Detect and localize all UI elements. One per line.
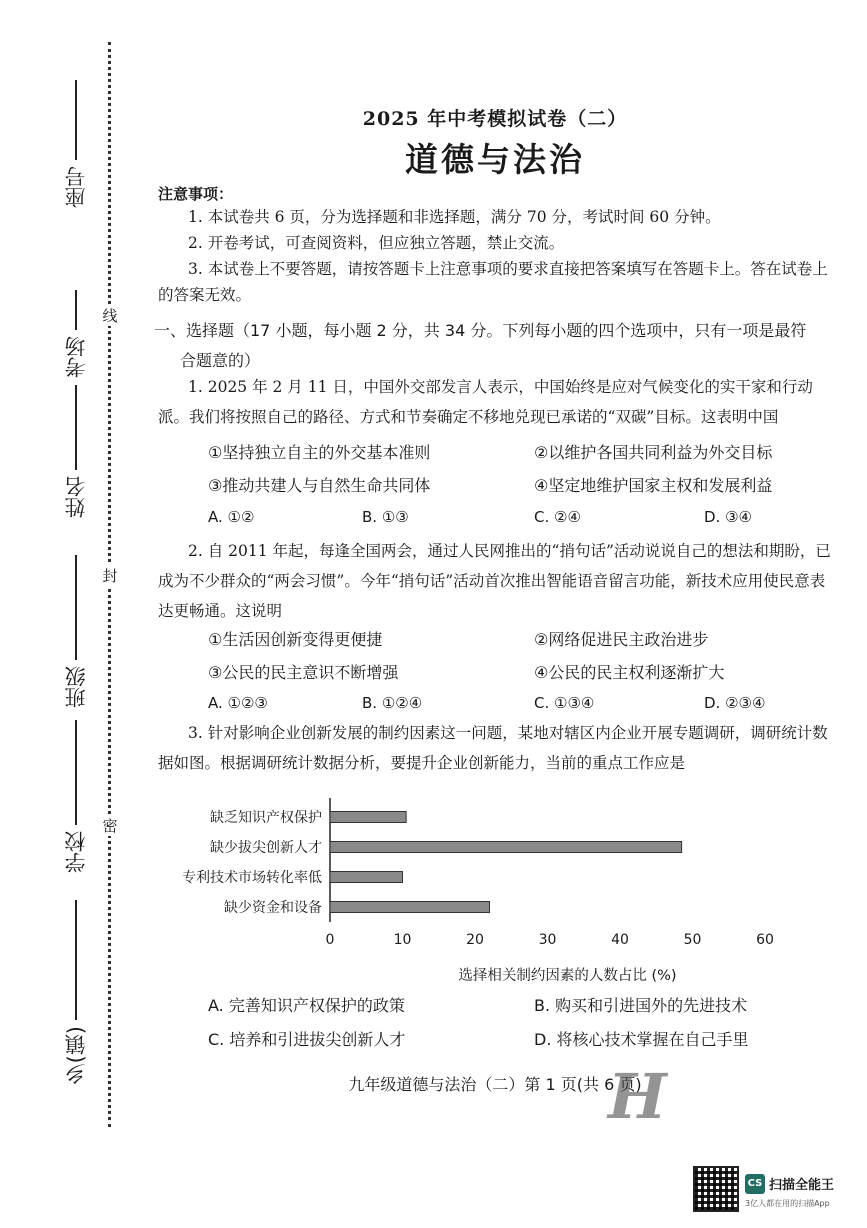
q1-statement-4: ④坚定地维护国家主权和发展利益 xyxy=(534,476,773,495)
exam-room-field xyxy=(56,290,96,384)
q2-statement-1: ①生活因创新变得更便捷 xyxy=(208,630,383,649)
q1-choice-b[interactable]: B. ①③ xyxy=(362,508,409,526)
school-field xyxy=(56,720,96,879)
q2-choice-d[interactable]: D. ②③④ xyxy=(704,694,766,712)
fill-line xyxy=(75,385,77,470)
school-label: 学校 xyxy=(64,831,88,873)
bar-2 xyxy=(330,842,682,853)
subject-title: 道德与法治 xyxy=(405,140,585,179)
q3-choice-b[interactable]: B. 购买和引进国外的先进技术 xyxy=(534,996,748,1015)
fill-line xyxy=(75,290,77,330)
q1-statement-1: ①坚持独立自主的外交基本准则 xyxy=(208,443,431,462)
note-item: 2. 开卷考试，可查阅资料，但应独立答题，禁止交流。 xyxy=(188,234,565,252)
x-tick-label: 40 xyxy=(611,932,629,948)
section-heading-text: 一、选择题（17 小题，每小题 2 分，共 34 分。下列每小题的四个选项中，只有一项是最符 xyxy=(154,321,807,340)
seal-char-secret: 密 xyxy=(100,815,120,836)
x-tick-label: 10 xyxy=(393,932,412,948)
category-label: 缺乏知识产权保护 xyxy=(210,810,322,826)
seal-char-line: 线 xyxy=(100,305,120,326)
notes-heading: 注意事项： xyxy=(158,185,234,203)
seal-char-seal: 封 xyxy=(100,565,120,586)
question-2-stem: 2. 自 2011 年起，每逢全国两会，通过人民网推出的“捎句话”活动说说自己的想法和期盼，已成为不少群众的“两会习惯”。今年“捎句话”活动首次推出智能语音留言功能，新技术应用使民意表达更畅通。这说明 xyxy=(158,542,831,620)
watermark-logo: H xyxy=(608,1060,667,1133)
q2-statement-4: ④公民的民主权利逐渐扩大 xyxy=(534,663,725,682)
category-label: 缺少资金和设备 xyxy=(224,900,322,916)
q1-choice-a[interactable]: A. ①② xyxy=(208,508,255,526)
exam-room-label: 考场 xyxy=(64,336,88,378)
category-label: 专利技术市场转化率低 xyxy=(182,870,322,886)
note-item: 1. 本试卷共 6 页，分为选择题和非选择题，满分 70 分，考试时间 60 分钟。 xyxy=(188,208,721,226)
class-label: 班级 xyxy=(64,666,88,708)
qr-code-icon xyxy=(693,1166,739,1212)
q1-statement-3: ③推动共建人与自然生命共同体 xyxy=(208,476,431,495)
town-field xyxy=(56,900,96,1090)
q1-choice-c[interactable]: C. ②④ xyxy=(534,508,581,526)
constraint-factors-chart xyxy=(150,790,840,990)
exam-title: 2025 年中考模拟试卷（二） xyxy=(362,108,628,130)
seat-number-field xyxy=(56,80,96,214)
q2-choice-a[interactable]: A. ①②③ xyxy=(208,694,268,712)
bar-3 xyxy=(330,872,403,883)
q2-statement-2: ②网络促进民主政治进步 xyxy=(534,630,709,649)
x-tick-label: 50 xyxy=(683,932,702,948)
x-tick-label: 20 xyxy=(466,932,484,948)
camscanner-slogan: 3亿人都在用的扫描App xyxy=(745,1199,830,1208)
q3-choice-c[interactable]: C. 培养和引进拔尖创新人才 xyxy=(208,1030,406,1049)
question-3-stem: 3. 针对影响企业创新发展的制约因素这一问题，某地对辖区内企业开展专题调研，调研统计数据如图。根据调研统计数据分析，要提升企业创新能力，当前的重点工作应是 xyxy=(158,724,828,772)
q2-choice-b[interactable]: B. ①②④ xyxy=(362,694,423,712)
q3-choice-a[interactable]: A. 完善知识产权保护的政策 xyxy=(208,996,405,1015)
class-field xyxy=(56,555,96,714)
note-item: 3. 本试卷上不要答题，请按答题卡上注意事项的要求直接把答案填写在答题卡上。答在试卷上的答案无效。 xyxy=(158,260,828,304)
bar-chart-svg xyxy=(150,790,840,990)
q2-statement-3: ③公民的民主意识不断增强 xyxy=(208,663,399,682)
scanner-badge xyxy=(693,1166,863,1224)
section-heading-tail: 合题意的） xyxy=(180,351,261,370)
page-footer: 九年级道德与法治（二）第 1 页(共 6 页) xyxy=(348,1075,642,1094)
town-label: 乡(镇) xyxy=(64,1026,88,1085)
name-label: 姓名 xyxy=(64,476,88,518)
q1-statement-2: ②以维护各国共同利益为外交目标 xyxy=(534,443,773,462)
q3-choice-d[interactable]: D. 将核心技术掌握在自己手里 xyxy=(534,1030,749,1049)
camscanner-name: 扫描全能王 xyxy=(769,1178,835,1193)
q2-choice-c[interactable]: C. ①③④ xyxy=(534,694,595,712)
fill-line xyxy=(75,900,77,1020)
question-1-stem: 1. 2025 年 2 月 11 日，中国外交部发言人表示，中国始终是应对气候变化的实干家和行动派。我们将按照自己的路径、方式和节奏确定不移地兑现已承诺的“双碳”目标。这表明中国 xyxy=(158,378,813,426)
fill-line xyxy=(75,555,77,660)
x-tick-label: 0 xyxy=(325,932,335,948)
section-heading xyxy=(154,316,844,376)
name-field xyxy=(56,385,96,524)
bar-4 xyxy=(330,902,490,913)
category-label: 缺少拔尖创新人才 xyxy=(210,840,322,856)
q1-choice-d[interactable]: D. ③④ xyxy=(704,508,752,526)
bar-1 xyxy=(330,812,406,823)
x-tick-label: 60 xyxy=(756,932,774,948)
x-axis-label: 选择相关制约因素的人数占比 (%) xyxy=(458,968,677,984)
fill-line xyxy=(75,80,77,160)
fill-line xyxy=(75,720,77,825)
seat-number-label: 座号 xyxy=(64,166,88,208)
x-tick-label: 30 xyxy=(538,932,557,948)
camscanner-logo: CS xyxy=(745,1174,765,1194)
binding-margin xyxy=(0,0,140,1228)
